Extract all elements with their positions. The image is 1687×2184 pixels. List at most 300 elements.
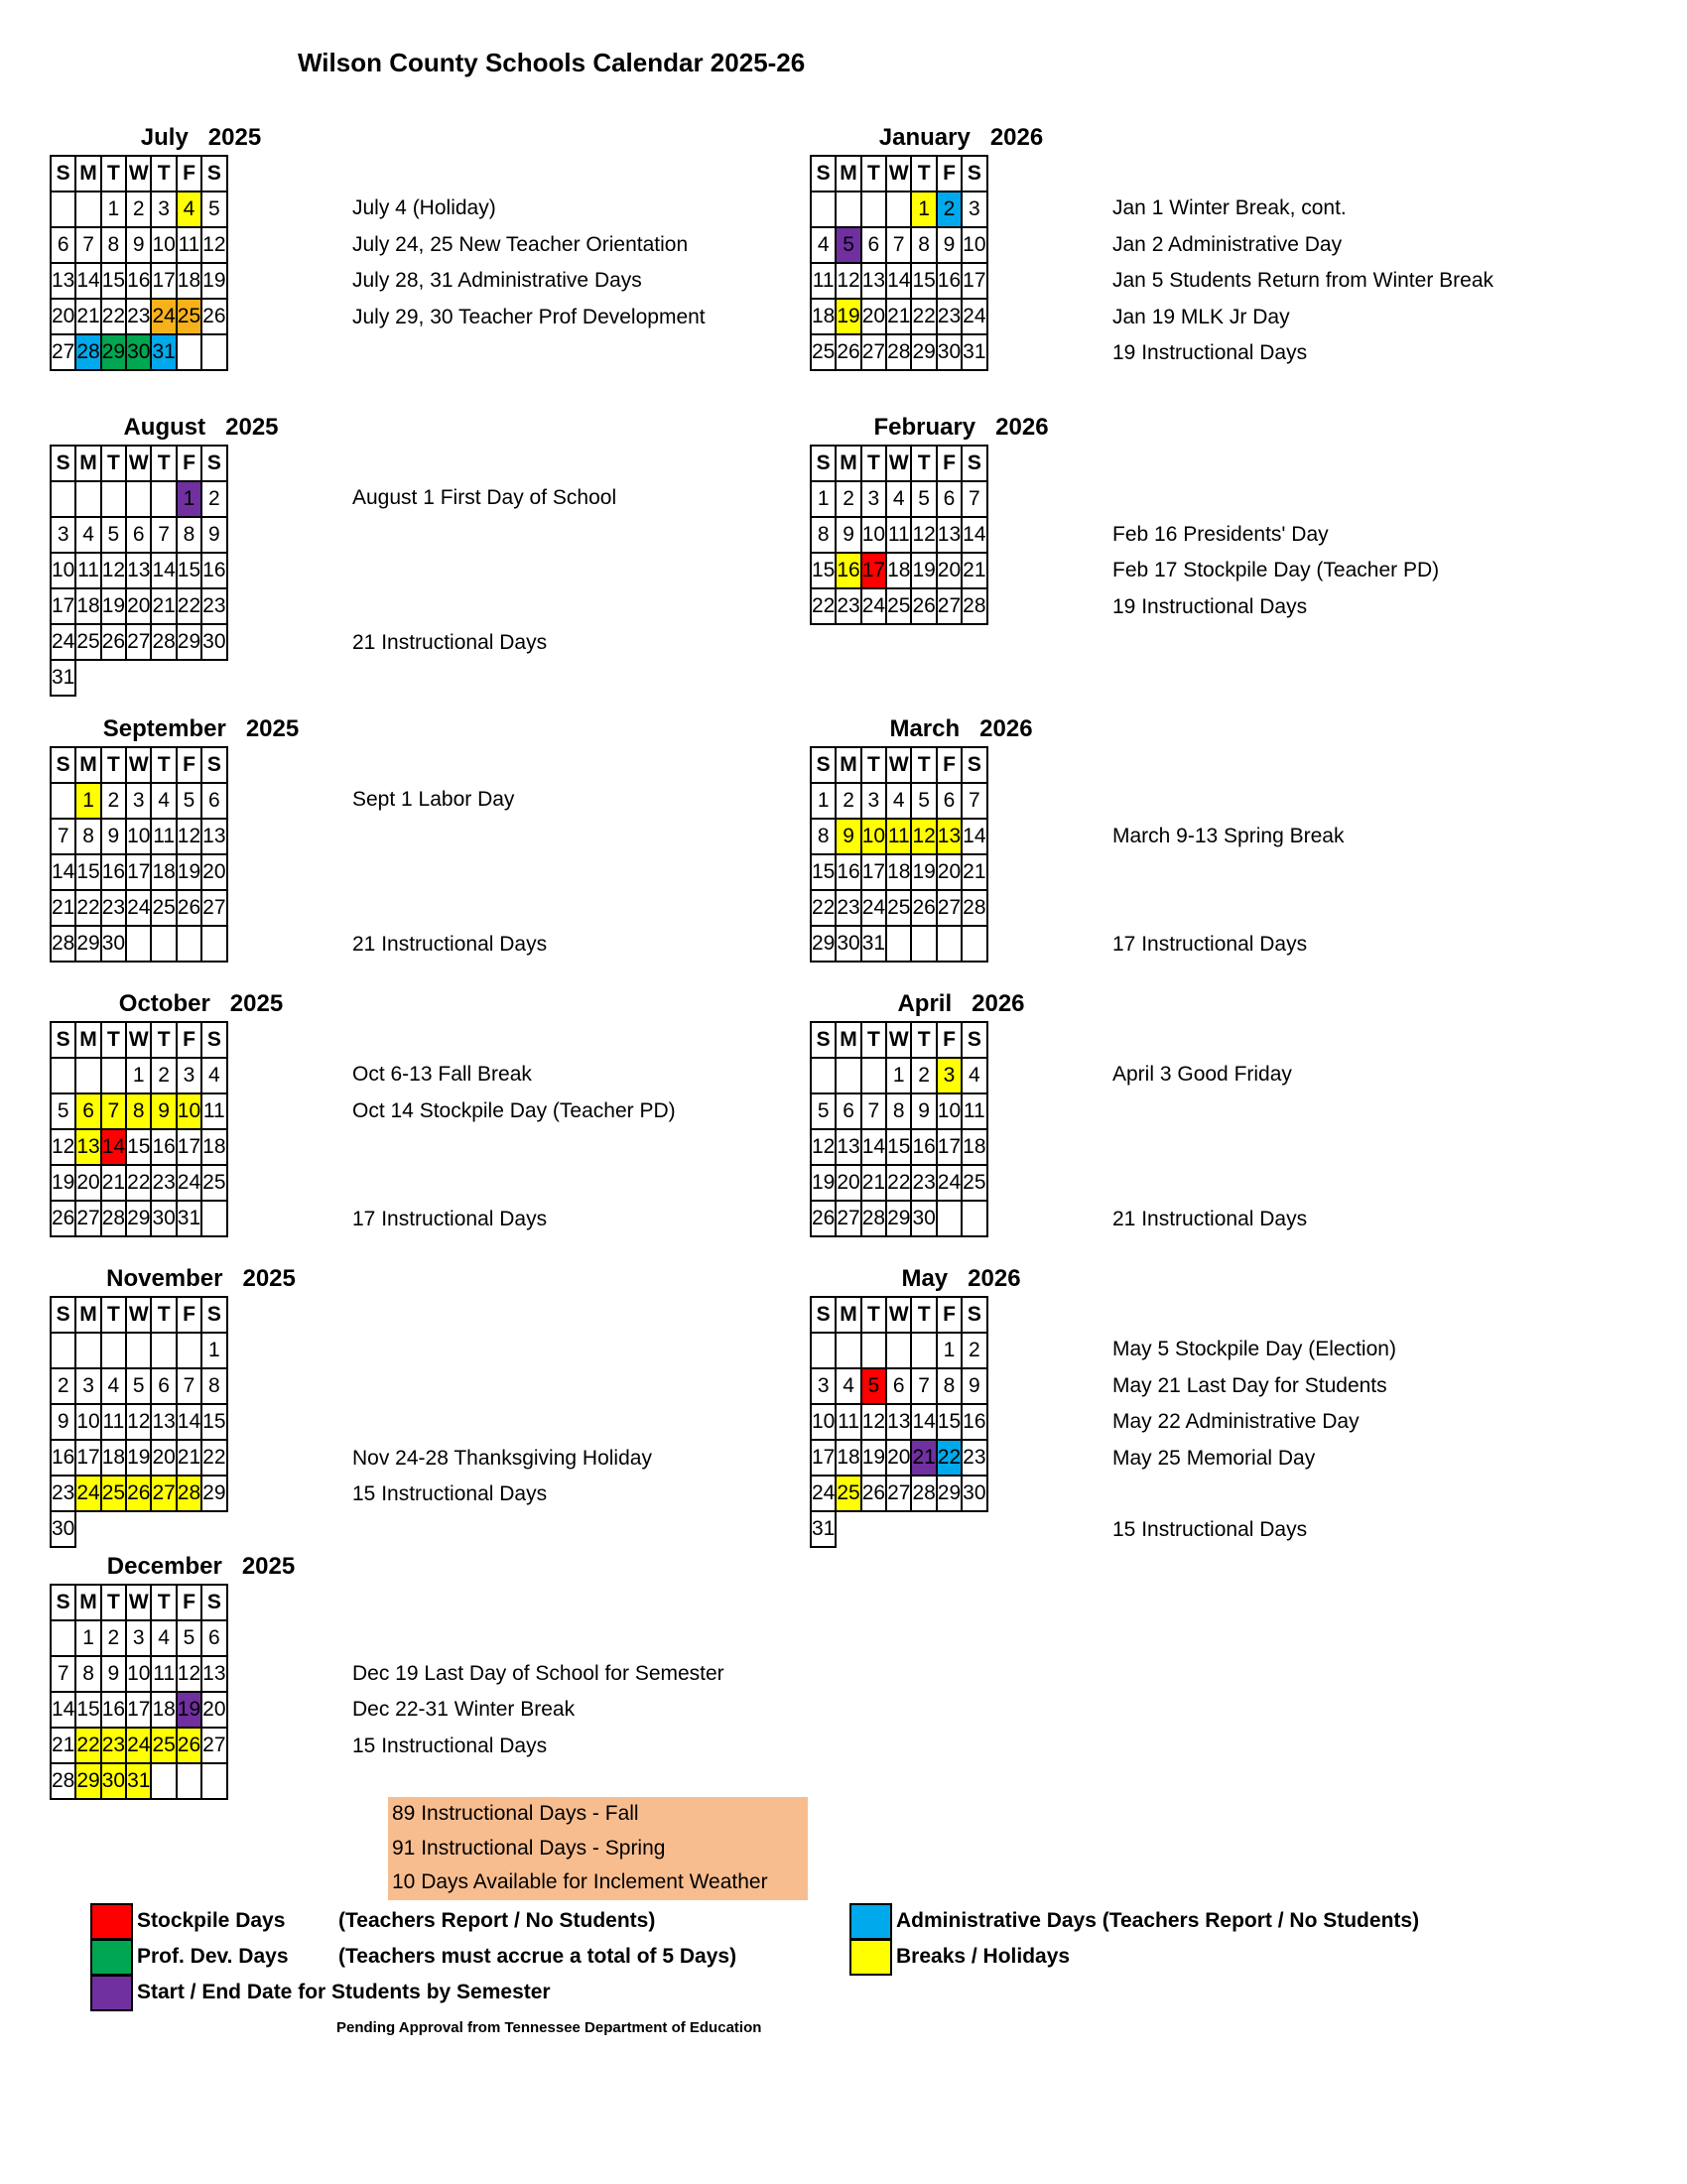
empty-cell xyxy=(201,660,226,696)
empty-cell xyxy=(811,192,836,227)
weekday-header: F xyxy=(937,1022,962,1058)
day-cell: 22 xyxy=(75,1728,100,1763)
day-cell: 19 xyxy=(836,299,860,334)
day-cell: 26 xyxy=(911,588,936,624)
day-cell: 8 xyxy=(911,227,936,263)
day-cell: 17 xyxy=(126,1692,151,1728)
day-cell: 22 xyxy=(937,1440,962,1476)
weekday-header: T xyxy=(151,747,176,783)
day-cell: 31 xyxy=(126,1763,151,1799)
empty-cell xyxy=(811,1333,836,1368)
month-grid xyxy=(810,1021,988,1237)
day-cell: 21 xyxy=(911,1440,936,1476)
weekday-header: S xyxy=(962,747,986,783)
weekday-header: F xyxy=(937,747,962,783)
day-cell: 24 xyxy=(811,1476,836,1511)
weekday-header: T xyxy=(911,1022,936,1058)
day-cell: 9 xyxy=(836,819,860,854)
day-cell: 4 xyxy=(836,1368,860,1404)
legend-swatch-admin xyxy=(849,1903,892,1940)
week-row xyxy=(51,1093,227,1129)
day-cell: 18 xyxy=(886,854,911,890)
week-row xyxy=(51,1058,227,1093)
week-row xyxy=(811,1129,987,1165)
empty-cell xyxy=(126,660,151,696)
day-cell: 21 xyxy=(962,553,986,588)
empty-cell xyxy=(177,334,201,370)
month-note: Jan 5 Students Return from Winter Break xyxy=(1112,269,1493,293)
day-cell: 26 xyxy=(861,1476,886,1511)
day-cell: 23 xyxy=(51,1476,75,1511)
day-cell: 14 xyxy=(962,517,986,553)
day-cell: 30 xyxy=(911,1201,936,1236)
day-cell: 2 xyxy=(201,481,226,517)
empty-cell xyxy=(911,1511,936,1547)
empty-cell xyxy=(201,1511,226,1547)
day-cell: 27 xyxy=(836,1201,860,1236)
month-note: April 3 Good Friday xyxy=(1112,1063,1292,1087)
weekday-header: S xyxy=(201,1022,226,1058)
week-row xyxy=(51,1333,227,1368)
weekday-header: W xyxy=(126,747,151,783)
day-cell: 27 xyxy=(861,334,886,370)
week-row xyxy=(811,588,987,624)
month-grid xyxy=(810,1296,988,1548)
empty-cell xyxy=(51,481,75,517)
day-cell: 29 xyxy=(75,926,100,962)
month-grid xyxy=(50,1584,228,1800)
day-cell: 4 xyxy=(101,1368,126,1404)
day-cell: 8 xyxy=(811,819,836,854)
day-cell: 18 xyxy=(177,263,201,299)
day-cell: 16 xyxy=(836,854,860,890)
weekday-header: F xyxy=(177,747,201,783)
day-cell: 26 xyxy=(177,890,201,926)
day-cell: 8 xyxy=(937,1368,962,1404)
empty-cell xyxy=(811,1058,836,1093)
day-cell: 6 xyxy=(201,1620,226,1656)
day-cell: 15 xyxy=(937,1404,962,1440)
empty-cell xyxy=(201,1763,226,1799)
day-cell: 22 xyxy=(911,299,936,334)
day-cell: 10 xyxy=(126,1656,151,1692)
weekday-header: T xyxy=(151,1297,176,1333)
day-cell: 6 xyxy=(937,783,962,819)
weekday-header: T xyxy=(911,446,936,481)
day-cell: 11 xyxy=(151,1656,176,1692)
empty-cell xyxy=(51,1333,75,1368)
weekday-header: T xyxy=(861,1297,886,1333)
day-cell: 30 xyxy=(126,334,151,370)
day-cell: 3 xyxy=(811,1368,836,1404)
week-row xyxy=(51,1728,227,1763)
day-cell: 21 xyxy=(51,890,75,926)
empty-cell xyxy=(101,481,126,517)
weekday-header: W xyxy=(126,1022,151,1058)
day-cell: 13 xyxy=(51,263,75,299)
weekday-header: T xyxy=(911,1297,936,1333)
day-cell: 2 xyxy=(101,783,126,819)
week-row xyxy=(51,1511,227,1547)
day-cell: 28 xyxy=(962,588,986,624)
day-cell: 21 xyxy=(861,1165,886,1201)
day-cell: 2 xyxy=(962,1333,986,1368)
empty-cell xyxy=(126,481,151,517)
summary-spring: 91 Instructional Days - Spring xyxy=(392,1836,666,1860)
empty-cell xyxy=(151,1763,176,1799)
day-cell: 12 xyxy=(201,227,226,263)
day-cell: 15 xyxy=(177,553,201,588)
week-row xyxy=(811,1368,987,1404)
weekday-header: M xyxy=(75,1585,100,1620)
day-cell: 17 xyxy=(861,553,886,588)
month-note: July 28, 31 Administrative Days xyxy=(352,269,642,293)
weekday-header: S xyxy=(811,446,836,481)
day-cell: 17 xyxy=(75,1440,100,1476)
weekday-header: W xyxy=(126,1297,151,1333)
legend-detail-profdev: (Teachers must accrue a total of 5 Days) xyxy=(338,1945,737,1968)
week-row xyxy=(51,660,227,696)
day-cell: 7 xyxy=(886,227,911,263)
day-cell: 5 xyxy=(811,1093,836,1129)
day-cell: 4 xyxy=(75,517,100,553)
day-cell: 8 xyxy=(811,517,836,553)
week-row xyxy=(51,890,227,926)
day-cell: 10 xyxy=(962,227,986,263)
week-row xyxy=(811,854,987,890)
month-note: 15 Instructional Days xyxy=(352,1482,548,1505)
day-cell: 1 xyxy=(101,192,126,227)
day-cell: 8 xyxy=(886,1093,911,1129)
month-note: May 25 Memorial Day xyxy=(1112,1446,1316,1470)
weekday-header: S xyxy=(51,156,75,192)
day-cell: 15 xyxy=(201,1404,226,1440)
day-cell: 23 xyxy=(101,1728,126,1763)
day-cell: 1 xyxy=(911,192,936,227)
weekday-header: M xyxy=(836,1297,860,1333)
day-cell: 21 xyxy=(886,299,911,334)
day-cell: 15 xyxy=(126,1129,151,1165)
week-row xyxy=(51,1763,227,1799)
week-row xyxy=(51,481,227,517)
empty-cell xyxy=(101,1058,126,1093)
day-cell: 13 xyxy=(201,819,226,854)
day-cell: 26 xyxy=(126,1476,151,1511)
day-cell: 10 xyxy=(861,819,886,854)
month-note: 17 Instructional Days xyxy=(1112,933,1308,956)
day-cell: 4 xyxy=(151,783,176,819)
day-cell: 25 xyxy=(75,624,100,660)
month-title: October 2025 xyxy=(118,990,284,1017)
summary-fall: 89 Instructional Days - Fall xyxy=(392,1802,639,1825)
week-row xyxy=(811,819,987,854)
day-cell: 26 xyxy=(201,299,226,334)
empty-cell xyxy=(886,926,911,962)
day-cell: 7 xyxy=(962,783,986,819)
month-note: March 9-13 Spring Break xyxy=(1112,824,1345,847)
day-cell: 9 xyxy=(101,1656,126,1692)
day-cell: 31 xyxy=(51,660,75,696)
day-cell: 5 xyxy=(911,783,936,819)
day-cell: 30 xyxy=(962,1476,986,1511)
week-row xyxy=(51,1476,227,1511)
day-cell: 24 xyxy=(861,588,886,624)
day-cell: 1 xyxy=(126,1058,151,1093)
legend-label-stockpile: Stockpile Days xyxy=(137,1909,286,1932)
day-cell: 28 xyxy=(911,1476,936,1511)
day-cell: 28 xyxy=(101,1201,126,1236)
day-cell: 14 xyxy=(911,1404,936,1440)
footer-note: Pending Approval from Tennessee Department of Education xyxy=(336,2019,762,2036)
day-cell: 28 xyxy=(177,1476,201,1511)
day-cell: 29 xyxy=(201,1476,226,1511)
day-cell: 31 xyxy=(151,334,176,370)
day-cell: 31 xyxy=(861,926,886,962)
weekday-header: T xyxy=(151,1022,176,1058)
day-cell: 18 xyxy=(201,1129,226,1165)
day-cell: 3 xyxy=(177,1058,201,1093)
day-cell: 10 xyxy=(75,1404,100,1440)
day-cell: 14 xyxy=(101,1129,126,1165)
day-cell: 8 xyxy=(177,517,201,553)
legend-label-admin: Administrative Days (Teachers Report / No Students) xyxy=(896,1909,1420,1932)
week-row xyxy=(51,192,227,227)
month-note: Jan 19 MLK Jr Day xyxy=(1112,305,1290,328)
summary-inclement-weather: 10 Days Available for Inclement Weather xyxy=(392,1870,768,1893)
weekday-header: S xyxy=(201,156,226,192)
weekday-header: T xyxy=(101,446,126,481)
empty-cell xyxy=(177,1511,201,1547)
week-row xyxy=(51,1404,227,1440)
day-cell: 5 xyxy=(126,1368,151,1404)
day-cell: 18 xyxy=(886,553,911,588)
day-cell: 6 xyxy=(861,227,886,263)
day-cell: 25 xyxy=(201,1165,226,1201)
day-cell: 20 xyxy=(51,299,75,334)
day-cell: 13 xyxy=(937,819,962,854)
day-cell: 12 xyxy=(911,517,936,553)
day-cell: 14 xyxy=(886,263,911,299)
day-cell: 8 xyxy=(75,819,100,854)
day-cell: 15 xyxy=(811,553,836,588)
month-grid xyxy=(810,155,988,371)
empty-cell xyxy=(177,1333,201,1368)
month-note: July 4 (Holiday) xyxy=(352,196,496,220)
day-cell: 9 xyxy=(911,1093,936,1129)
day-cell: 12 xyxy=(836,263,860,299)
day-cell: 9 xyxy=(962,1368,986,1404)
week-row xyxy=(51,854,227,890)
weekday-header: S xyxy=(51,1297,75,1333)
day-cell: 28 xyxy=(51,926,75,962)
weekday-header: M xyxy=(836,156,860,192)
week-row xyxy=(811,553,987,588)
weekday-header: W xyxy=(886,1022,911,1058)
day-cell: 24 xyxy=(861,890,886,926)
day-cell: 19 xyxy=(811,1165,836,1201)
month-note: Feb 17 Stockpile Day (Teacher PD) xyxy=(1112,559,1440,582)
weekday-header: T xyxy=(101,1585,126,1620)
empty-cell xyxy=(886,1511,911,1547)
month-title: September 2025 xyxy=(102,715,300,742)
day-cell: 10 xyxy=(126,819,151,854)
day-cell: 2 xyxy=(51,1368,75,1404)
week-row xyxy=(811,783,987,819)
week-row xyxy=(51,263,227,299)
empty-cell xyxy=(75,481,100,517)
day-cell: 16 xyxy=(151,1129,176,1165)
month-title: November 2025 xyxy=(106,1265,296,1292)
weekday-header: M xyxy=(836,1022,860,1058)
legend-label-breaks: Breaks / Holidays xyxy=(896,1945,1071,1968)
day-cell: 10 xyxy=(861,517,886,553)
empty-cell xyxy=(151,1511,176,1547)
weekday-header: T xyxy=(861,747,886,783)
empty-cell xyxy=(101,660,126,696)
empty-cell xyxy=(886,1333,911,1368)
empty-cell xyxy=(861,192,886,227)
day-cell: 2 xyxy=(836,783,860,819)
week-row xyxy=(51,1440,227,1476)
weekday-header: F xyxy=(937,1297,962,1333)
day-cell: 16 xyxy=(201,553,226,588)
month-grid xyxy=(50,155,228,371)
weekday-header: M xyxy=(836,747,860,783)
day-cell: 20 xyxy=(886,1440,911,1476)
month-note: 21 Instructional Days xyxy=(1112,1208,1308,1230)
day-cell: 30 xyxy=(937,334,962,370)
month-note: May 22 Administrative Day xyxy=(1112,1410,1360,1434)
empty-cell xyxy=(51,1620,75,1656)
weekday-header: T xyxy=(151,446,176,481)
empty-cell xyxy=(836,1333,860,1368)
day-cell: 5 xyxy=(101,517,126,553)
weekday-header: S xyxy=(201,446,226,481)
week-row xyxy=(811,1333,987,1368)
weekday-header: W xyxy=(126,1585,151,1620)
day-cell: 28 xyxy=(962,890,986,926)
day-cell: 3 xyxy=(126,783,151,819)
day-cell: 18 xyxy=(811,299,836,334)
day-cell: 21 xyxy=(151,588,176,624)
day-cell: 9 xyxy=(126,227,151,263)
day-cell: 25 xyxy=(836,1476,860,1511)
day-cell: 12 xyxy=(861,1404,886,1440)
day-cell: 18 xyxy=(962,1129,986,1165)
day-cell: 24 xyxy=(126,1728,151,1763)
day-cell: 5 xyxy=(836,227,860,263)
day-cell: 2 xyxy=(836,481,860,517)
day-cell: 4 xyxy=(962,1058,986,1093)
day-cell: 13 xyxy=(75,1129,100,1165)
month-note: Dec 19 Last Day of School for Semester xyxy=(352,1661,724,1685)
weekday-header: S xyxy=(201,747,226,783)
day-cell: 15 xyxy=(886,1129,911,1165)
day-cell: 24 xyxy=(126,890,151,926)
day-cell: 13 xyxy=(836,1129,860,1165)
day-cell: 15 xyxy=(101,263,126,299)
day-cell: 25 xyxy=(811,334,836,370)
day-cell: 26 xyxy=(836,334,860,370)
week-row xyxy=(811,1440,987,1476)
weekday-header: T xyxy=(861,1022,886,1058)
day-cell: 9 xyxy=(151,1093,176,1129)
day-cell: 26 xyxy=(101,624,126,660)
day-cell: 3 xyxy=(861,783,886,819)
empty-cell xyxy=(177,926,201,962)
day-cell: 25 xyxy=(101,1476,126,1511)
week-row xyxy=(51,1620,227,1656)
month-note: 21 Instructional Days xyxy=(352,631,548,654)
day-cell: 8 xyxy=(101,227,126,263)
legend-label-startend: Start / End Date for Students by Semester xyxy=(137,1981,551,2003)
month-note: Oct 14 Stockpile Day (Teacher PD) xyxy=(352,1098,676,1122)
day-cell: 6 xyxy=(836,1093,860,1129)
empty-cell xyxy=(51,1058,75,1093)
day-cell: 5 xyxy=(51,1093,75,1129)
day-cell: 11 xyxy=(151,819,176,854)
day-cell: 7 xyxy=(861,1093,886,1129)
empty-cell xyxy=(75,660,100,696)
month-note: Oct 6-13 Fall Break xyxy=(352,1063,532,1087)
week-row xyxy=(51,1656,227,1692)
day-cell: 27 xyxy=(51,334,75,370)
day-cell: 6 xyxy=(201,783,226,819)
day-cell: 2 xyxy=(937,192,962,227)
day-cell: 7 xyxy=(177,1368,201,1404)
day-cell: 26 xyxy=(811,1201,836,1236)
day-cell: 9 xyxy=(101,819,126,854)
day-cell: 16 xyxy=(101,1692,126,1728)
week-row xyxy=(811,334,987,370)
day-cell: 14 xyxy=(75,263,100,299)
day-cell: 4 xyxy=(886,481,911,517)
month-title: August 2025 xyxy=(123,414,279,441)
day-cell: 22 xyxy=(886,1165,911,1201)
month-note: Nov 24-28 Thanksgiving Holiday xyxy=(352,1446,652,1470)
day-cell: 3 xyxy=(937,1058,962,1093)
week-row xyxy=(811,1058,987,1093)
day-cell: 10 xyxy=(51,553,75,588)
week-row xyxy=(811,299,987,334)
day-cell: 21 xyxy=(101,1165,126,1201)
empty-cell xyxy=(937,1511,962,1547)
week-row xyxy=(51,1368,227,1404)
day-cell: 19 xyxy=(861,1440,886,1476)
weekday-header: W xyxy=(886,156,911,192)
day-cell: 24 xyxy=(51,624,75,660)
day-cell: 16 xyxy=(101,854,126,890)
empty-cell xyxy=(101,1511,126,1547)
day-cell: 25 xyxy=(886,588,911,624)
day-cell: 22 xyxy=(811,588,836,624)
day-cell: 20 xyxy=(201,1692,226,1728)
day-cell: 19 xyxy=(101,588,126,624)
day-cell: 24 xyxy=(151,299,176,334)
day-cell: 13 xyxy=(937,517,962,553)
day-cell: 19 xyxy=(177,1692,201,1728)
month-title: May 2026 xyxy=(901,1265,1021,1292)
day-cell: 19 xyxy=(911,553,936,588)
empty-cell xyxy=(886,192,911,227)
month-grid xyxy=(50,1021,228,1237)
weekday-header: M xyxy=(836,446,860,481)
week-row xyxy=(51,1165,227,1201)
weekday-header: M xyxy=(75,446,100,481)
day-cell: 5 xyxy=(201,192,226,227)
day-cell: 17 xyxy=(962,263,986,299)
day-cell: 25 xyxy=(151,890,176,926)
